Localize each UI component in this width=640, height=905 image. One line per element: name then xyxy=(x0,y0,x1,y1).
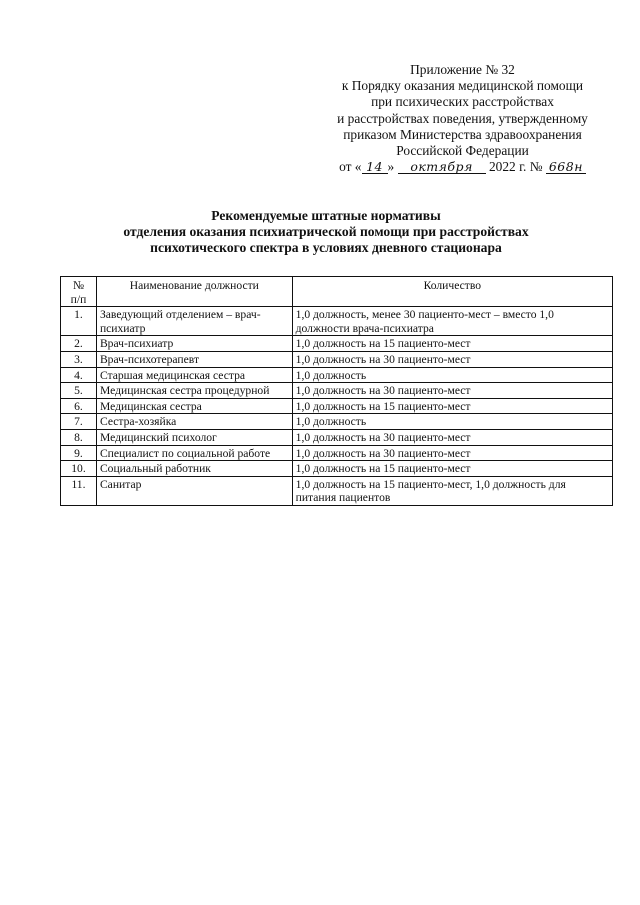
position-name: Заведующий отделением – врач-психиатр xyxy=(96,307,292,336)
position-name: Медицинский психолог xyxy=(96,429,292,445)
annex-number: Приложение № 32 xyxy=(410,62,515,77)
table-row xyxy=(61,476,613,505)
table-row xyxy=(61,367,613,383)
table-row xyxy=(61,383,613,399)
position-name: Санитар xyxy=(96,476,292,505)
table-header-row xyxy=(61,277,613,307)
header-number: № п/п xyxy=(61,277,97,307)
position-name: Врач-психиатр xyxy=(96,336,292,352)
position-quantity: 1,0 должность на 30 пациенто-мест xyxy=(292,383,612,399)
table-row xyxy=(61,398,613,414)
table-row xyxy=(61,351,613,367)
annex-line-2: к Порядку оказания медицинской помощи xyxy=(341,78,584,94)
row-number: 10. xyxy=(61,461,97,477)
position-name: Врач-психотерапевт xyxy=(96,351,292,367)
position-quantity: 1,0 должность xyxy=(292,367,612,383)
table-row xyxy=(61,445,613,461)
row-number: 3. xyxy=(61,351,97,367)
position-name: Медицинская сестра процедурной xyxy=(96,383,292,399)
table-row xyxy=(61,336,613,352)
row-number: 11. xyxy=(61,476,97,505)
staffing-table xyxy=(60,276,613,506)
annex-line-6: Российской Федерации xyxy=(396,143,529,159)
row-number: 9. xyxy=(61,445,97,461)
row-number: 7. xyxy=(61,414,97,430)
order-date-line xyxy=(300,159,625,175)
position-quantity: 1,0 должность на 15 пациенто-мест, 1,0 должность для питания пациентов xyxy=(292,476,612,505)
position-name: Социальный работник xyxy=(96,461,292,477)
position-name: Специалист по социальной работе xyxy=(96,445,292,461)
position-quantity: 1,0 должность на 30 пациенто-мест xyxy=(292,429,612,445)
position-quantity: 1,0 должность на 15 пациенто-мест xyxy=(292,336,612,352)
table-row xyxy=(61,414,613,430)
row-number: 2. xyxy=(61,336,97,352)
row-number: 1. xyxy=(61,307,97,336)
handwritten-order-number: 668н xyxy=(546,160,586,174)
annex-line-5: приказом Министерства здравоохранения xyxy=(343,126,582,142)
title-line-2: отделения оказания психиатрической помощи при расстройствах xyxy=(123,224,529,239)
table-row xyxy=(61,429,613,445)
row-number: 4. xyxy=(61,367,97,383)
title-line-1: Рекомендуемые штатные нормативы xyxy=(211,208,441,223)
position-quantity: 1,0 должность на 15 пациенто-мест xyxy=(292,461,612,477)
position-quantity: 1,0 должность на 15 пациенто-мест xyxy=(292,398,612,414)
title-line-3: психотического спектра в условиях дневного стационара xyxy=(150,240,502,255)
row-number: 8. xyxy=(61,429,97,445)
header-quantity: Количество xyxy=(292,277,612,307)
annex-header xyxy=(300,62,625,175)
document-title xyxy=(40,208,612,256)
header-position-name: Наименование должности xyxy=(96,277,292,307)
position-quantity: 1,0 должность на 30 пациенто-мест xyxy=(292,351,612,367)
date-quote-close: » xyxy=(387,159,395,175)
row-number: 6. xyxy=(61,398,97,414)
date-year: 2022 г. № xyxy=(488,159,543,175)
position-quantity: 1,0 должность, менее 30 пациенто-мест – вместо 1,0 должности врача-психиатра xyxy=(292,307,612,336)
handwritten-day: 14 xyxy=(362,160,388,174)
annex-line-4: и расстройствах поведения, утвержденному xyxy=(337,110,588,126)
position-name: Медицинская сестра xyxy=(96,398,292,414)
handwritten-month: октября xyxy=(398,160,486,174)
position-name: Старшая медицинская сестра xyxy=(96,367,292,383)
table-row xyxy=(61,461,613,477)
position-name: Сестра-хозяйка xyxy=(96,414,292,430)
row-number: 5. xyxy=(61,383,97,399)
annex-line-3: при психических расстройствах xyxy=(371,94,554,110)
position-quantity: 1,0 должность на 30 пациенто-мест xyxy=(292,445,612,461)
table-row xyxy=(61,307,613,336)
position-quantity: 1,0 должность xyxy=(292,414,612,430)
date-prefix: от « xyxy=(339,159,362,175)
